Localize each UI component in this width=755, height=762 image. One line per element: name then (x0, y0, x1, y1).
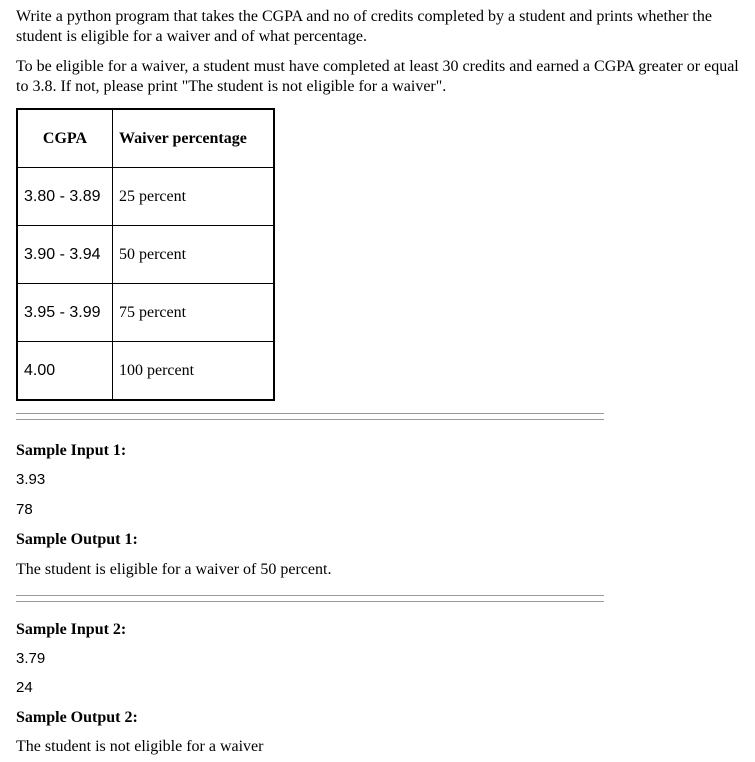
waiver-percent-cell: 25 percent (113, 168, 275, 226)
cgpa-range-cell: 3.80 - 3.89 (17, 168, 113, 226)
sample-output-1-text: The student is eligible for a waiver of 50 percent. (16, 561, 332, 578)
waiver-table (16, 108, 275, 401)
table-row (17, 226, 274, 284)
cgpa-range-cell: 3.90 - 3.94 (17, 226, 113, 284)
problem-statement: Write a python program that takes the CGPA and no of credits completed by a student and prints whether the student is eligible for a waiver and of what percentage. (16, 8, 712, 45)
sample-input-1-label: Sample Input 1: (16, 442, 127, 459)
cgpa-range-cell: 3.95 - 3.99 (17, 284, 113, 342)
sample-output-2-label: Sample Output 2: (16, 709, 138, 726)
table-row (17, 168, 274, 226)
table-header-row (17, 109, 274, 168)
header-cgpa: CGPA (17, 109, 113, 168)
sample-input-1-credits: 78 (16, 501, 33, 518)
cgpa-range-cell: 4.00 (17, 342, 113, 401)
section-divider (16, 413, 604, 420)
header-waiver-percentage: Waiver percentage (113, 109, 275, 168)
section-divider (16, 595, 604, 602)
waiver-percent-cell: 100 percent (113, 342, 275, 401)
sample-input-1-cgpa: 3.93 (16, 471, 46, 488)
eligibility-rule: To be eligible for a waiver, a student must have completed at least 30 credits and earned a CGPA greater or equal to 3.8. If not, please print "The student is not eligible for a waiver". (16, 58, 739, 95)
sample-output-1-label: Sample Output 1: (16, 531, 138, 548)
waiver-percent-cell: 50 percent (113, 226, 275, 284)
sample-input-2-label: Sample Input 2: (16, 621, 127, 638)
sample-input-2-cgpa: 3.79 (16, 650, 46, 667)
waiver-percent-cell: 75 percent (113, 284, 275, 342)
table-row (17, 284, 274, 342)
table-row (17, 342, 274, 401)
sample-output-2-text: The student is not eligible for a waiver (16, 738, 264, 755)
sample-input-2-credits: 24 (16, 679, 33, 696)
